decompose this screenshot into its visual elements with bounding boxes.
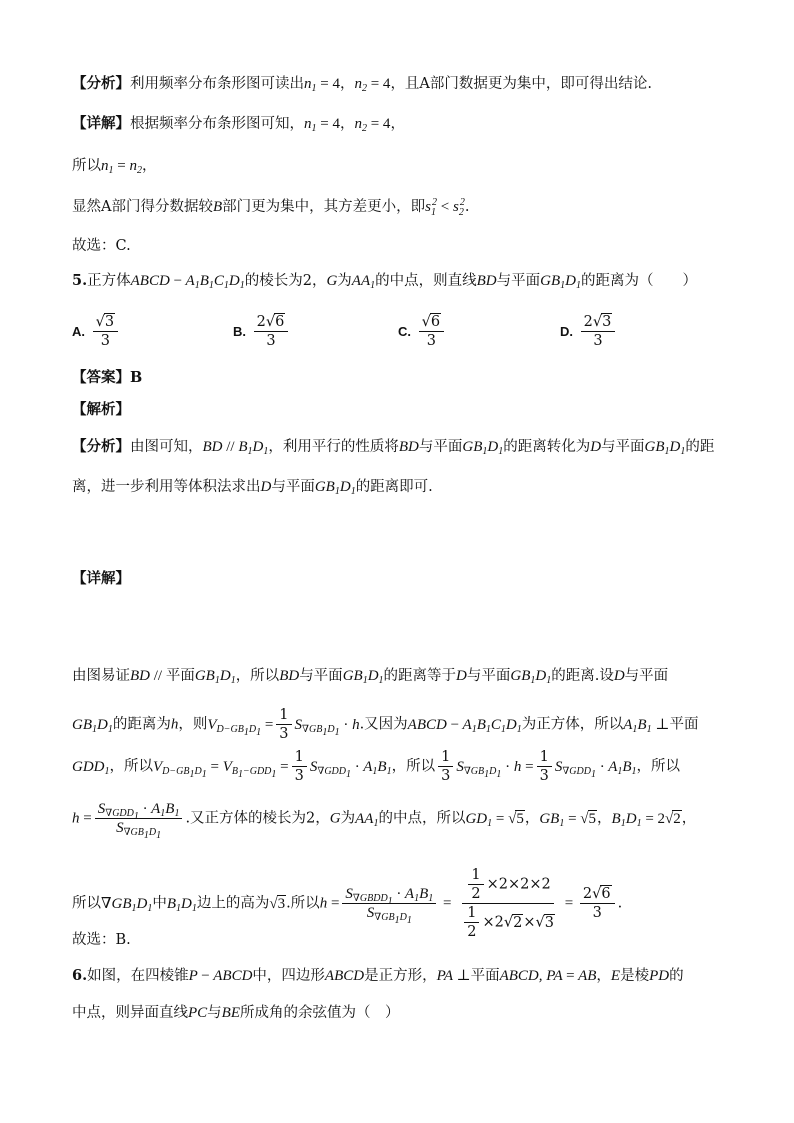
option-d-value: $\frac{2√3}{3}$ <box>581 313 616 350</box>
analysis-text: 利用频率分布条形图可读出 <box>130 76 304 92</box>
answer-line: 【答案】B <box>72 369 143 386</box>
option-b-value: $\frac{2√6}{3}$ <box>254 313 289 350</box>
analysis-text-end: ，且A部门数据更为集中，即可得出结论. <box>390 76 653 92</box>
q6-stem-line1: 6.如图，在四棱锥P − ABCD中，四边形ABCD是正方形，PA ⊥平面ABCD, PA = AB，E是棱PD的 <box>72 967 684 984</box>
obvious-text: 显然A部门得分数据较 <box>72 199 213 215</box>
q4-analysis-line: 【分析】利用频率分布条形图可读出$n_1 = 4$，$n_2 = 4$，且A部门数据更为集中，即可得出结论. <box>72 75 653 94</box>
q5-detail-line3: $GDD_1$，所以$V_{D-GB_1D_1} = V_{B_1-GDD_1}$ = $\frac{1}{3}$ $S_{\nabla GDD_1} \cdot A_1B_1$，所以 $\frac{1}{3}$ $S_{\nabla GB_1D_1} \cdot h$ = $\frac{1}{3}$ $S_{\nabla GDD_1} \cdot A_1B_1$，所以 <box>72 749 681 784</box>
math-cube: ABCD − $A_1B_1C_1D_1$ <box>130 273 245 291</box>
detail-text: 根据频率分布条形图可知， <box>130 116 304 132</box>
math-n2: $n_2 = 4$ <box>354 76 391 94</box>
option-c-value: $\frac{√6}{3}$ <box>419 313 444 350</box>
q4-obvious-line: 显然A部门得分数据较B部门更为集中，其方差更小，即$s_1^2 < s_2^2$. <box>72 197 470 218</box>
option-a[interactable]: A. $\frac{√3}{3}$ <box>72 313 121 350</box>
so-text: 所以 <box>72 158 101 174</box>
detail-tag: 【详解】 <box>72 115 130 132</box>
q5-analysis-line1: 【分析】由图可知，BD // $B_1D_1$，利用平行的性质将BD与平面$GB_1D_1$的距离转化为D与平面$GB_1D_1$的距 <box>72 438 715 457</box>
q5-analysis-line2: 离，进一步利用等体积法求出D与平面$GB_1D_1$的距离即可. <box>72 479 433 497</box>
option-c[interactable]: C. $\frac{√6}{3}$ <box>398 313 447 350</box>
analysis-tag: 【分析】 <box>72 75 130 92</box>
math-n1: $n_1 = 4$ <box>304 116 340 134</box>
option-b[interactable]: B. $\frac{2√6}{3}$ <box>233 313 291 350</box>
q5-stem: 5.正方体ABCD − $A_1B_1C_1D_1$的棱长为2，G为$AA_1$的中点，则直线BD与平面$GB_1D_1$的距离为（ ） <box>72 272 697 291</box>
option-a-value: $\frac{√3}{3}$ <box>93 313 118 350</box>
math-b: B <box>212 199 223 215</box>
math-n-equal: $n_1 = n_2$ <box>101 158 142 176</box>
q6-stem-line2: 中点，则异面直线PC与BE所成角的余弦值为（ ） <box>72 1005 400 1021</box>
q4-so-line: 所以$n_1 = n_2$， <box>72 158 157 176</box>
math-n2: $n_2 = 4$ <box>354 116 391 134</box>
math-variance: $s_1^2 < s_2^2$ <box>425 197 465 218</box>
q4-detail-line: 【详解】根据频率分布条形图可知，$n_1 = 4$，$n_2 = 4$， <box>72 115 405 134</box>
q5-detail-line2: $GB_1D_1$的距离为h，则$V_{D-GB_1D_1}$ = $\frac{1}{3}$ $S_{\nabla GB_1D_1} \cdot h$.又因为ABCD − $A_1B_1C_1D_1$为正方体，所以$A_1B_1$ ⊥平面 <box>72 707 699 742</box>
math-n1: $n_1 = 4$ <box>304 76 340 94</box>
q5-detail-tag: 【详解】 <box>72 570 130 587</box>
question-number: 5. <box>72 272 88 289</box>
q5-choose: 故选：B. <box>72 932 131 948</box>
q5-detail-line1: 由图易证BD // 平面$GB_1D_1$，所以BD与平面$GB_1D_1$的距离等于D与平面$GB_1D_1$的距离.设D与平面 <box>72 668 669 686</box>
q5-detail-line5: 所以$\nabla GB_1D_1$中$B_1D_1$边上的高为√3.所以h = $\frac{S_{\nabla GBDD_1} \cdot A_1B_1}{S_{\nabla GB_1D_1}}$ = $\frac{1}{2}$ ×2×2×2 $\frac{1}{2}$ ×2√2×√3 = $\frac{2√6}{3}$ . <box>72 867 623 940</box>
jiexi-tag: 【解析】 <box>72 401 130 418</box>
obvious-text-end: 部门更为集中，其方差更小，即 <box>222 199 426 215</box>
option-d[interactable]: D. $\frac{2√3}{3}$ <box>560 313 618 350</box>
question-number: 6. <box>72 967 88 984</box>
q4-choose: 故选：C. <box>72 238 131 254</box>
q5-detail-line4: h = $\frac{S_{\nabla GDD_1} \cdot A_1B_1}{S_{\nabla GB_1D_1}}$ .又正方体的棱长为2，G为$AA_1$的中点，所以$GD_1 = √5$，$GB_1 = √5$，$B_1D_1 = 2√2$， <box>72 801 697 841</box>
